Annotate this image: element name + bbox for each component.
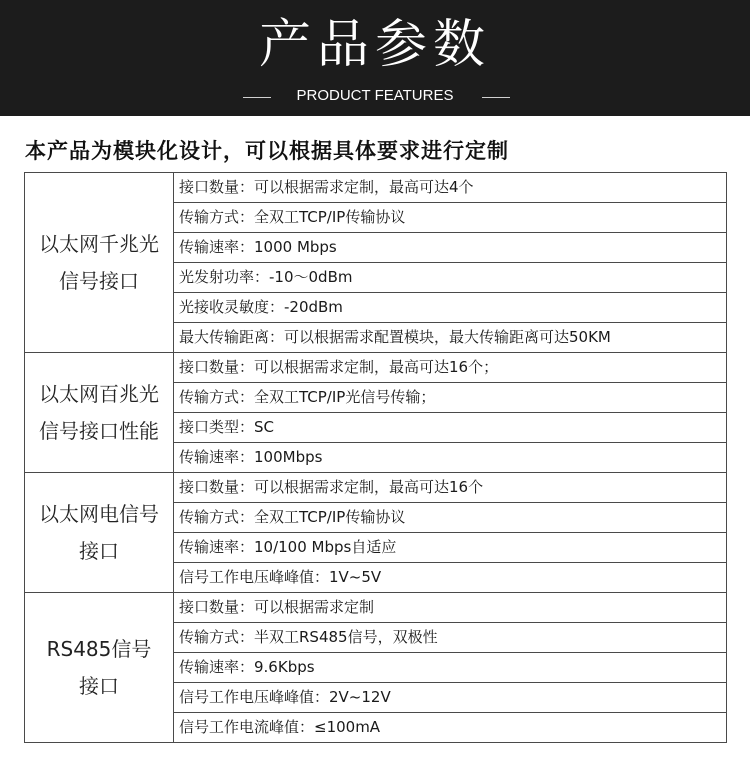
subtitle-divider-right [482, 97, 510, 98]
category-cell [25, 173, 174, 353]
spec-item: 光接收灵敏度：-20dBm [174, 293, 727, 323]
spec-item: 传输速率：9.6Kbps [174, 653, 727, 683]
spec-item: 接口数量：可以根据需求定制，最高可达16个 [174, 473, 727, 503]
section-headline: 本产品为模块化设计，可以根据具体要求进行定制 [25, 139, 509, 163]
table-row [25, 473, 727, 503]
category-cell [25, 593, 174, 743]
spec-item: 传输速率：1000 Mbps [174, 233, 727, 263]
category-label: RS485信号 [46, 636, 152, 661]
spec-item: 传输方式：全双工TCP/IP传输协议 [174, 503, 727, 533]
spec-item: 光发射功率：-10～0dBm [174, 263, 727, 293]
category-label: 以太网百兆光 [39, 381, 159, 406]
table-row [25, 593, 727, 623]
category-label: 接口 [79, 538, 119, 563]
spec-item: 接口类型：SC [174, 413, 727, 443]
spec-item: 信号工作电流峰值：≤100mA [174, 713, 727, 743]
spec-item: 传输速率：10/100 Mbps自适应 [174, 533, 727, 563]
page-title: 产品参数 [258, 15, 491, 75]
table-row [25, 173, 727, 203]
spec-item: 传输方式：半双工RS485信号，双极性 [174, 623, 727, 653]
spec-item: 传输方式：全双工TCP/IP传输协议 [174, 203, 727, 233]
category-cell [25, 473, 174, 593]
spec-item: 传输方式：全双工TCP/IP光信号传输； [174, 383, 727, 413]
spec-item: 接口数量：可以根据需求定制，最高可达4个 [174, 173, 727, 203]
spec-item: 信号工作电压峰峰值：2V~12V [174, 683, 727, 713]
spec-item: 最大传输距离：可以根据需求配置模块，最大传输距离可达50KM [174, 323, 727, 353]
spec-item: 信号工作电压峰峰值：1V~5V [174, 563, 727, 593]
category-cell [25, 353, 174, 473]
table-row [25, 353, 727, 383]
category-label: 以太网千兆光 [39, 231, 159, 256]
header-banner [0, 0, 750, 116]
page-subtitle: PRODUCT FEATURES [296, 87, 454, 104]
category-label: 接口 [79, 673, 119, 698]
spec-item: 接口数量：可以根据需求定制，最高可达16个； [174, 353, 727, 383]
category-label: 以太网电信号 [39, 501, 159, 526]
spec-item: 传输速率：100Mbps [174, 443, 727, 473]
spec-item: 接口数量：可以根据需求定制 [174, 593, 727, 623]
category-label: 信号接口 [59, 268, 139, 293]
spec-table [24, 172, 727, 743]
category-label: 信号接口性能 [39, 418, 159, 443]
